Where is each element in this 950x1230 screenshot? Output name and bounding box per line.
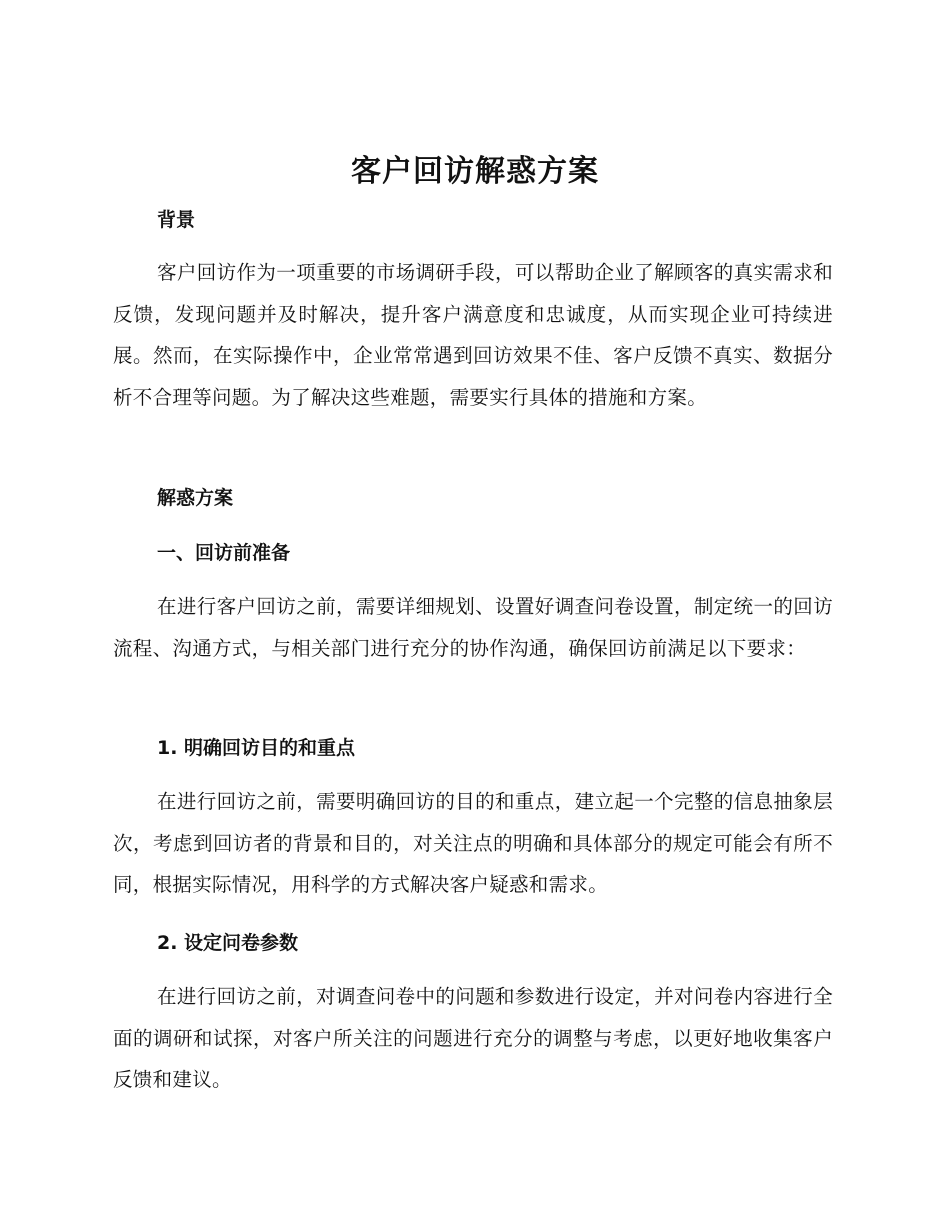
section-heading-background: 背景 <box>157 209 196 231</box>
paragraph-background: 客户回访作为一项重要的市场调研手段，可以帮助企业了解顾客的真实需求和反馈，发现问题并及时解决，提升客户满意度和忠诚度，从而实现企业可持续进展。然而，在实际操作中，企业常常遇到回访效果不佳、客户反馈不真实、数据分析不合理等问题。为了解决这些难题，需要实行具体的措施和方案。 <box>113 261 833 409</box>
section-heading-preparation: 一、回访前准备 <box>157 542 291 564</box>
document-title: 客户回访解惑方案 <box>351 154 599 189</box>
paragraph-purpose: 在进行回访之前，需要明确回访的目的和重点，建立起一个完整的信息抽象层次，考虑到回访者的背景和目的，对关注点的明确和具体部分的规定可能会有所不同，根据实际情况，用科学的方式解决客户疑惑和需求。 <box>113 790 833 897</box>
paragraph-questionnaire: 在进行回访之前，对调查问卷中的问题和参数进行设定，并对问卷内容进行全面的调研和试探，对客户所关注的问题进行充分的调整与考虑，以更好地收集客户反馈和建议。 <box>113 985 833 1092</box>
subheading-purpose: 1. 明确回访目的和重点 <box>157 737 356 759</box>
subheading-questionnaire: 2. 设定问卷参数 <box>157 932 299 954</box>
paragraph-preparation: 在进行客户回访之前，需要详细规划、设置好调查问卷设置，制定统一的回访流程、沟通方式，与相关部门进行充分的协作沟通，确保回访前满足以下要求： <box>113 595 833 660</box>
section-heading-solution: 解惑方案 <box>157 487 234 509</box>
